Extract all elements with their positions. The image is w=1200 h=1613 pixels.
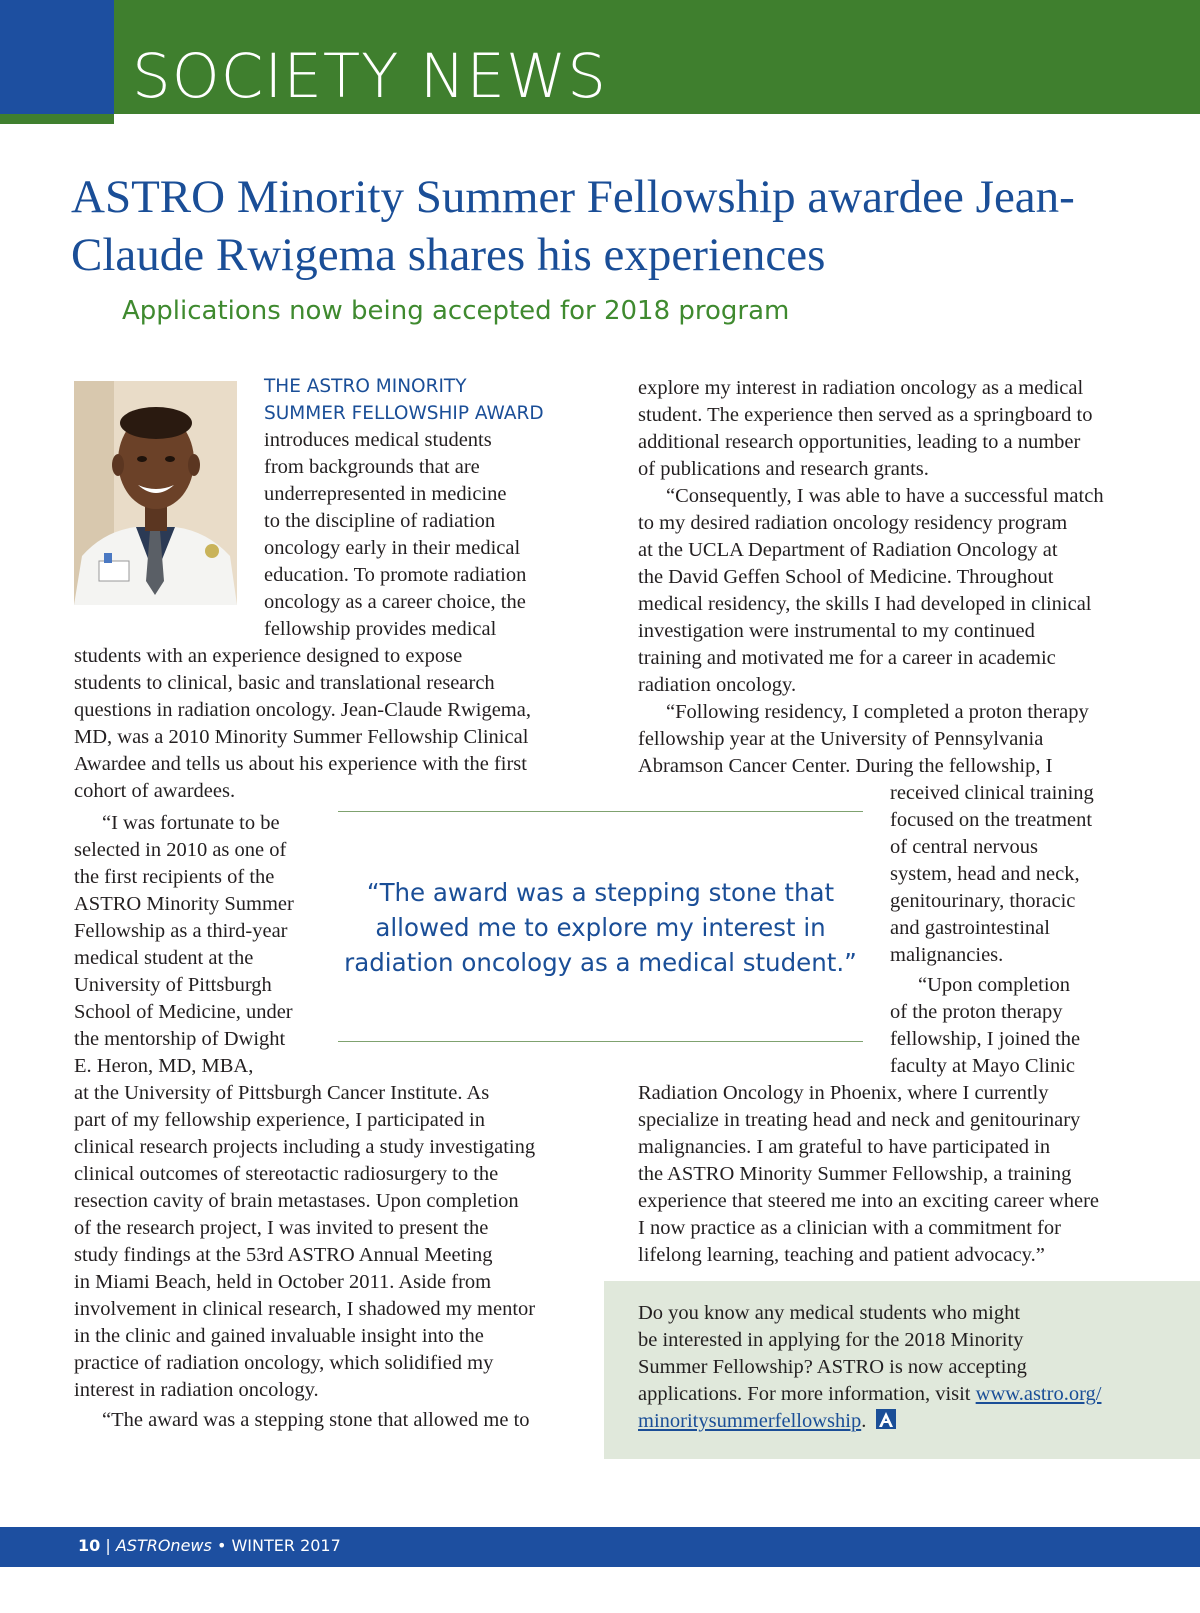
article-subheadline: Applications now being accepted for 2018 program xyxy=(122,296,790,326)
header-accent-bar xyxy=(0,114,114,124)
text-line: experience that steered me into an exciting career where xyxy=(638,1190,1099,1212)
text-line: lifelong learning, teaching and patient advocacy.” xyxy=(638,1244,1045,1266)
text-line: part of my fellowship experience, I participated in xyxy=(74,1109,485,1131)
column-2-narrow xyxy=(890,780,1094,1080)
text-line: of central nervous xyxy=(890,836,1038,858)
callout-line xyxy=(638,1408,1101,1435)
callout-line: Summer Fellowship? ASTRO is now accepting xyxy=(638,1356,1027,1378)
text-line: Abramson Cancer Center. During the fellowship, I xyxy=(638,755,1053,777)
text-line: fellowship provides medical xyxy=(264,618,497,640)
lead-in xyxy=(264,373,544,427)
fellowship-link[interactable]: www.astro.org/ xyxy=(975,1383,1102,1405)
text-line: in the clinic and gained invaluable insight into the xyxy=(74,1325,484,1347)
text-line: education. To promote radiation xyxy=(264,564,527,586)
text-line: training and motivated me for a career in academic xyxy=(638,647,1056,669)
astro-logo-icon xyxy=(876,1409,896,1429)
magazine-name: ASTROnews xyxy=(115,1536,212,1555)
pullquote-rule-top xyxy=(338,811,863,812)
text-line: investigation were instrumental to my continued xyxy=(638,620,1035,642)
text-line: malignancies. I am grateful to have participated in xyxy=(638,1136,1051,1158)
callout-line: Do you know any medical students who might xyxy=(638,1302,1021,1324)
text-line: ASTRO Minority Summer xyxy=(74,893,294,915)
text-line: focused on the treatment xyxy=(890,809,1093,831)
text-line: fellowship, I joined the xyxy=(890,1028,1081,1050)
quote-paragraph-narrow xyxy=(74,810,294,1080)
text-line: questions in radiation oncology. Jean-Claude Rwigema, xyxy=(74,699,531,721)
text-line: additional research opportunities, leading to a number xyxy=(638,431,1081,453)
text-line: clinical research projects including a study investigating xyxy=(74,1136,536,1158)
text-line: radiation oncology. xyxy=(638,674,797,696)
pullquote-line: radiation oncology as a medical student.” xyxy=(344,948,857,977)
text-line: system, head and neck, xyxy=(890,863,1080,885)
text-line: specialize in treating head and neck and genitourinary xyxy=(638,1109,1081,1131)
text-line: University of Pittsburgh xyxy=(74,974,272,996)
pullquote-line: allowed me to explore my interest in xyxy=(375,913,826,942)
text-line: practice of radiation oncology, which solidified my xyxy=(74,1352,494,1374)
callout-text xyxy=(638,1300,1101,1435)
text-line: student. The experience then served as a springboard to xyxy=(638,404,1093,426)
pullquote-line: “The award was a stepping stone that xyxy=(366,878,835,907)
text-line: oncology early in their medical xyxy=(264,537,521,559)
pullquote xyxy=(338,875,863,980)
footer-separator: | xyxy=(105,1536,111,1555)
text-line: at the University of Pittsburgh Cancer Institute. As xyxy=(74,1082,490,1104)
text-line: I now practice as a clinician with a commitment for xyxy=(638,1217,1061,1239)
intro-beside-photo xyxy=(264,427,526,643)
text-line: “I was fortunate to be xyxy=(102,812,280,834)
callout-line: be interested in applying for the 2018 Minority xyxy=(638,1329,1024,1351)
text-line: Fellowship as a third-year xyxy=(74,920,288,942)
fellowship-link-continued[interactable]: minoritysummerfellowship xyxy=(638,1410,862,1432)
intro-paragraph-rest xyxy=(74,643,531,805)
text-line: clinical outcomes of stereotactic radiosurgery to the xyxy=(74,1163,499,1185)
text-line: interest in radiation oncology. xyxy=(74,1379,319,1401)
text-line: Awardee and tells us about his experience with the first xyxy=(74,753,527,775)
text-line: students with an experience designed to expose xyxy=(74,645,463,667)
portrait-illustration xyxy=(74,381,237,605)
text-line: of the proton therapy xyxy=(890,1001,1063,1023)
text-line: “The award was a stepping stone that allowed me to xyxy=(102,1409,530,1431)
issue-label: WINTER 2017 xyxy=(231,1536,341,1555)
text-line: of publications and research grants. xyxy=(638,458,929,480)
callout-line-text: applications. For more information, visit xyxy=(638,1383,976,1405)
text-line: the David Geffen School of Medicine. Throughout xyxy=(638,566,1054,588)
text-line: study findings at the 53rd ASTRO Annual Meeting xyxy=(74,1244,493,1266)
text-line: cohort of awardees. xyxy=(74,780,236,802)
header-blue-block xyxy=(0,0,114,114)
text-line: resection cavity of brain metastases. Upon completion xyxy=(74,1190,519,1212)
column-2-bottom xyxy=(638,1080,1099,1269)
callout-line xyxy=(638,1381,1101,1408)
text-line: School of Medicine, under xyxy=(74,1001,293,1023)
text-line: received clinical training xyxy=(890,782,1094,804)
quote-paragraph-wide xyxy=(74,1080,535,1434)
text-line: from backgrounds that are xyxy=(264,456,480,478)
text-line: faculty at Mayo Clinic xyxy=(890,1055,1076,1077)
text-line: and gastrointestinal xyxy=(890,917,1050,939)
text-line: the first recipients of the xyxy=(74,866,275,888)
text-line: “Following residency, I completed a proton therapy xyxy=(666,701,1089,723)
column-2-top xyxy=(638,375,1104,780)
text-line: the mentorship of Dwight xyxy=(74,1028,286,1050)
lead-in-line: SUMMER FELLOWSHIP AWARD xyxy=(264,403,544,424)
text-line: fellowship year at the University of Pennsylvania xyxy=(638,728,1044,750)
text-line: students to clinical, basic and translational research xyxy=(74,672,495,694)
text-line: Radiation Oncology in Phoenix, where I currently xyxy=(638,1082,1049,1104)
text-line: in Miami Beach, held in October 2011. Aside from xyxy=(74,1271,492,1293)
portrait-photo xyxy=(74,381,237,605)
text-line: introduces medical students xyxy=(264,429,492,451)
text-line: to my desired radiation oncology residency program xyxy=(638,512,1068,534)
page-number: 10 xyxy=(78,1536,101,1555)
article-headline: ASTRO Minority Summer Fellowship awardee Jean-Claude Rwigema shares his experiences xyxy=(71,171,1075,281)
text-line: selected in 2010 as one of xyxy=(74,839,287,861)
text-line: to the discipline of radiation xyxy=(264,510,496,532)
footer-dot: • xyxy=(216,1536,227,1555)
text-line: involvement in clinical research, I shadowed my mentor xyxy=(74,1298,536,1320)
text-line: of the research project, I was invited to present the xyxy=(74,1217,489,1239)
pullquote-rule-bottom xyxy=(338,1041,863,1042)
text-line: medical residency, the skills I had developed in clinical xyxy=(638,593,1092,615)
text-line: the ASTRO Minority Summer Fellowship, a training xyxy=(638,1163,1072,1185)
text-line: MD, was a 2010 Minority Summer Fellowship Clinical xyxy=(74,726,529,748)
text-line: underrepresented in medicine xyxy=(264,483,507,505)
text-line: medical student at the xyxy=(74,947,254,969)
text-line: explore my interest in radiation oncology as a medical xyxy=(638,377,1084,399)
text-line: at the UCLA Department of Radiation Oncology at xyxy=(638,539,1058,561)
text-line: E. Heron, MD, MBA, xyxy=(74,1055,254,1077)
callout-period: . xyxy=(861,1410,867,1432)
text-line: malignancies. xyxy=(890,944,1004,966)
text-line: “Upon completion xyxy=(918,974,1071,996)
text-line: genitourinary, thoracic xyxy=(890,890,1076,912)
section-title: SOCIETY NEWS xyxy=(132,41,607,112)
footer-text xyxy=(78,1536,341,1555)
lead-in-line: THE ASTRO MINORITY xyxy=(264,376,467,397)
text-line: “Consequently, I was able to have a successful match xyxy=(666,485,1104,507)
text-line: oncology as a career choice, the xyxy=(264,591,526,613)
